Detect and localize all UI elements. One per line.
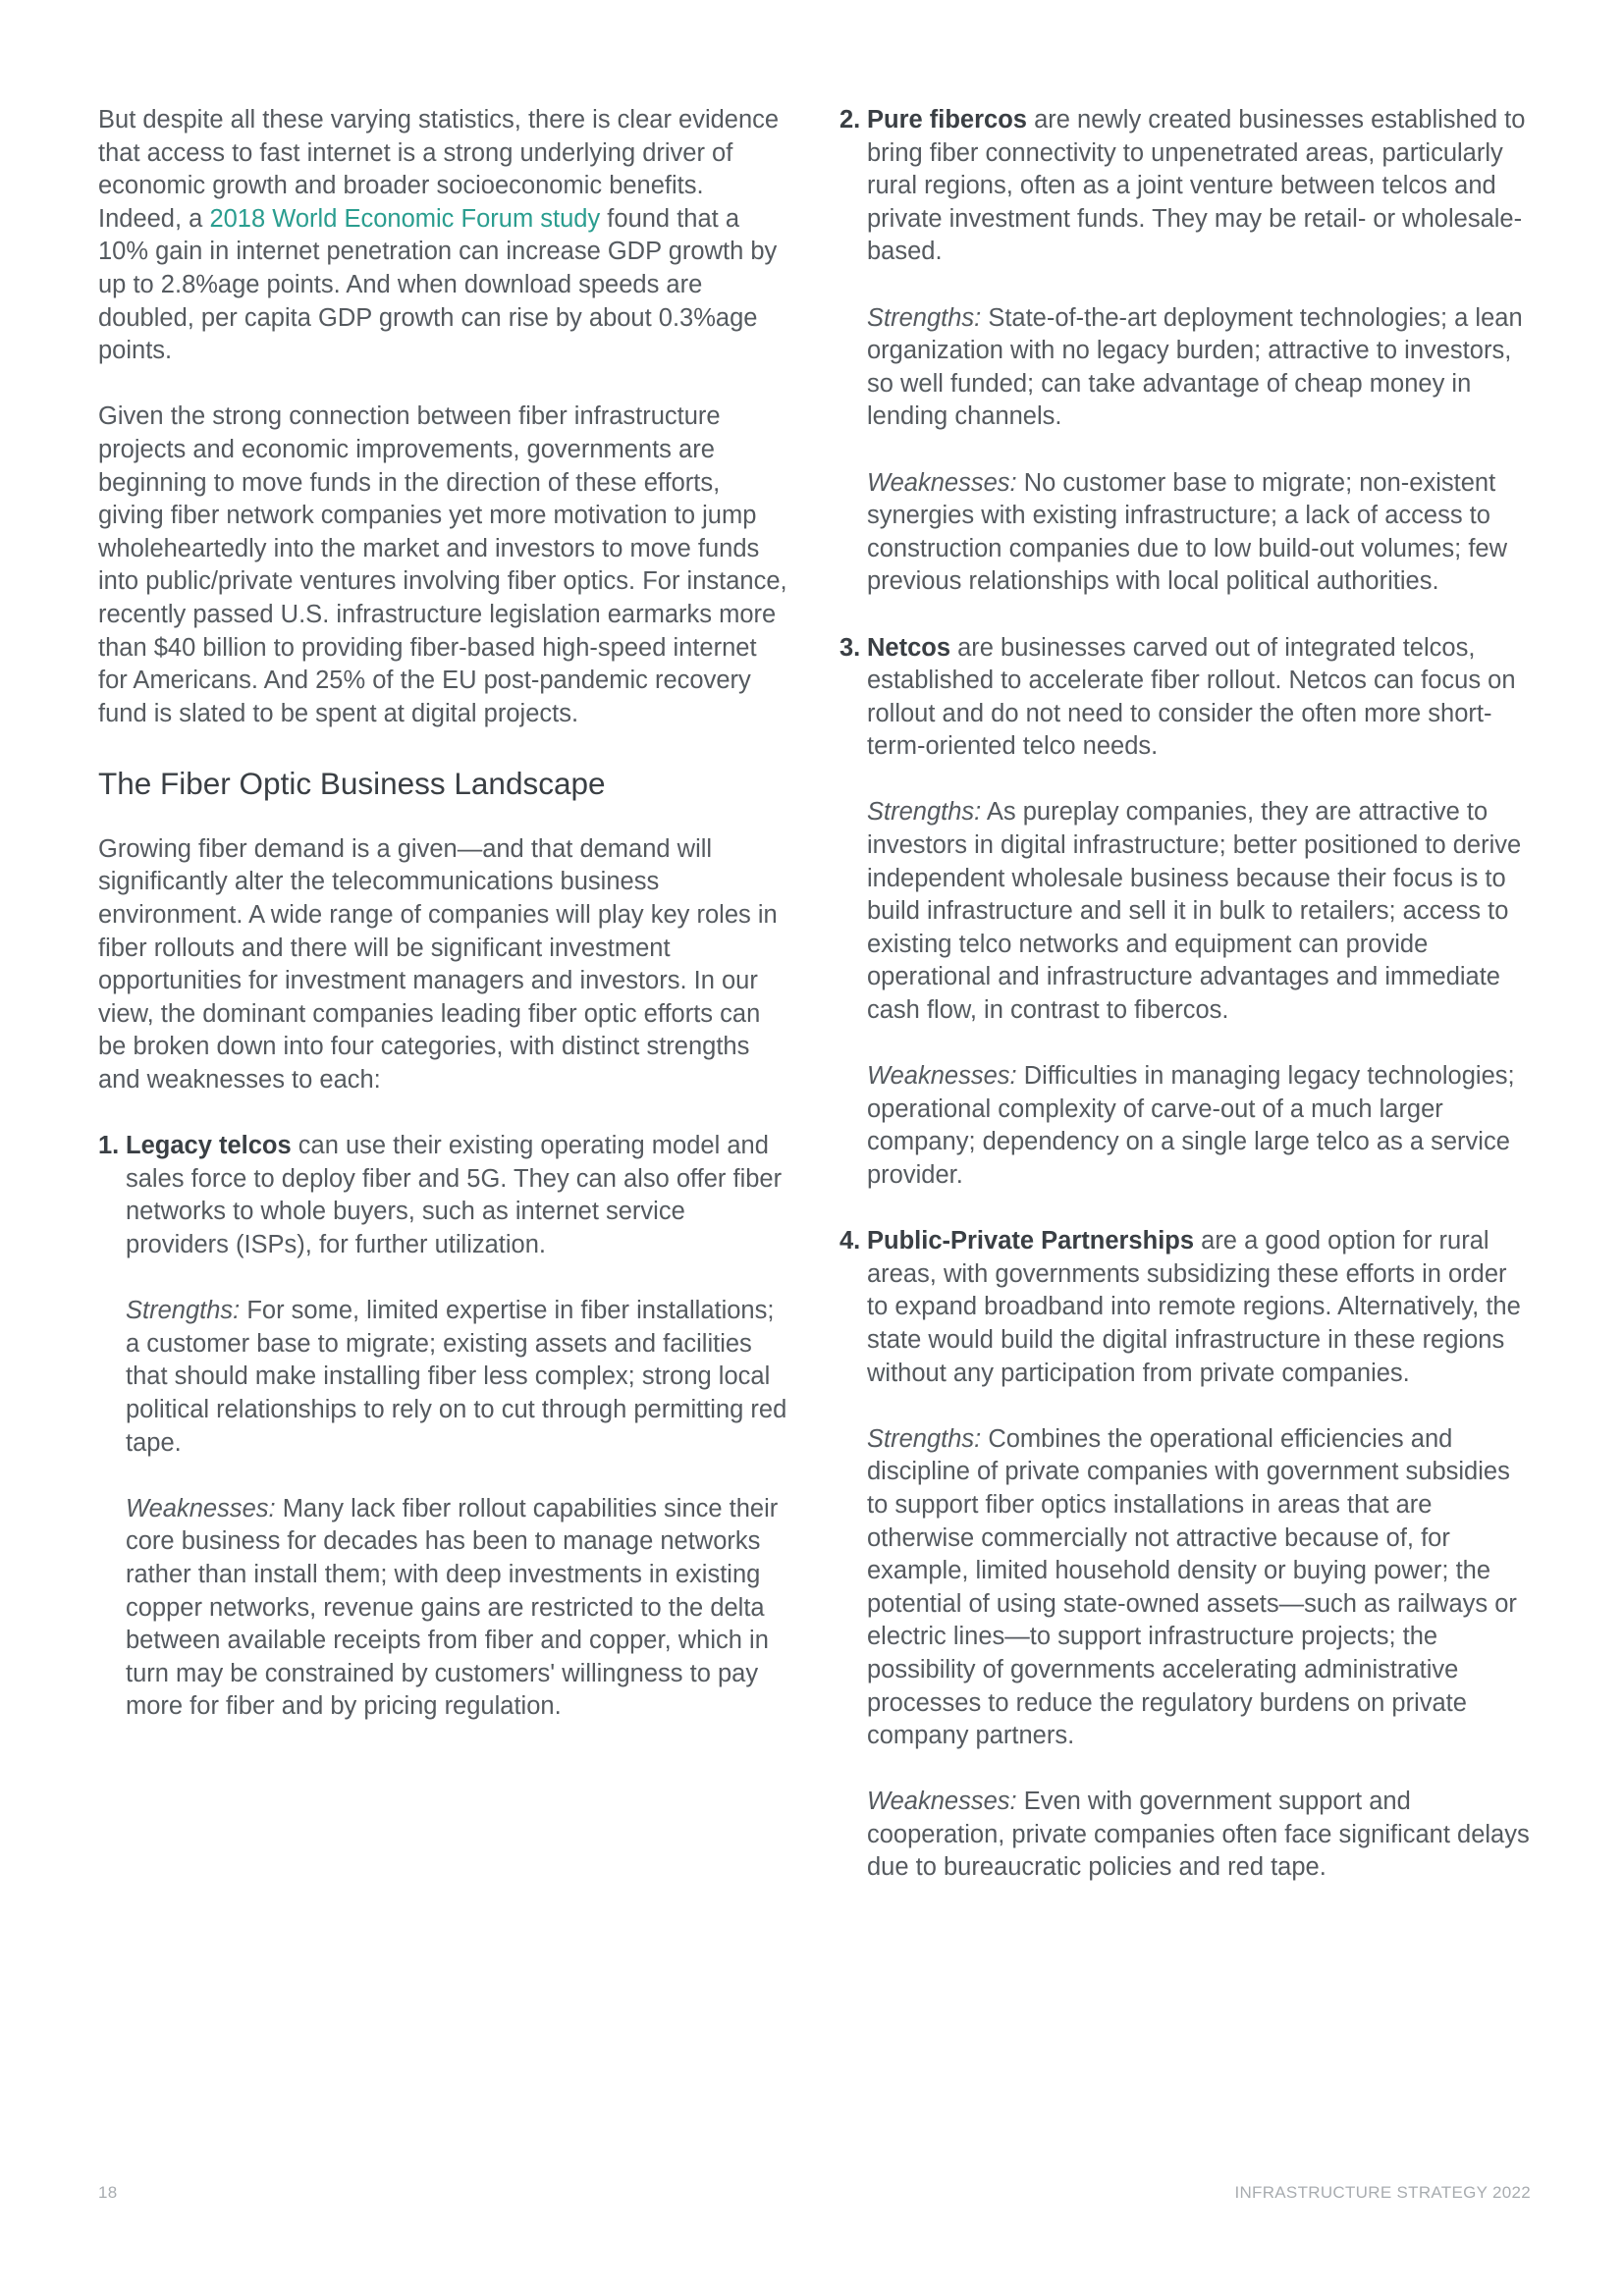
item-description: Pure fibercos are newly created businesses established to bring fiber connectivity to unpenetrated areas, particularly rural regions, often as a joint venture between telcos and private investment funds. They may be retail- or wholesale-based.: [867, 106, 1526, 266]
item-weaknesses: Weaknesses: Difficulties in managing legacy technologies; operational complexity of carve-out of a much larger company; dependency on a single large telco as a service provider.: [867, 1062, 1515, 1189]
intro-paragraph: But despite all these varying statistics, there is clear evidence that access to fast internet is a strong underlying driver of economic growth and broader socioeconomic benefits. Indeed, a 2018 World Economic Forum study found that a 10% gain in internet penetration can increase GDP growth by up to 2.8%age points. And when download speeds are doubled, per capita GDP growth can rise by about 0.3%age points.: [98, 106, 780, 365]
list-number: 3.: [839, 633, 861, 662]
section-heading: The Fiber Optic Business Landscape: [98, 765, 606, 801]
landscape-paragraph: Growing fiber demand is a given—and that demand will significantly alter the telecommunications business environment. A wide range of companies will play key roles in fiber rollouts and there will be significant investment opportunities for investment managers and investors. In our view, the dominant companies leading fiber optic efforts can be broken down into four categories, with distinct strengths and weaknesses to each:: [98, 834, 778, 1095]
item-weaknesses: Weaknesses: No customer base to migrate; non-existent synergies with existing infrastructure; a lack of access to construction companies due to low build-out volumes; few previous relationships with local political authorities.: [867, 468, 1508, 596]
list-number: 4.: [839, 1227, 861, 1255]
list-item-public-private-partnerships: [839, 1225, 1532, 1885]
wef-study-link[interactable]: 2018 World Economic Forum study: [209, 204, 601, 233]
page-number: 18: [98, 2183, 118, 2202]
item-weaknesses: Weaknesses: Many lack fiber rollout capabilities since their core business for decades has been to manage networks rather than install them; with deep investments in existing copper networks, revenue gains are restricted to the delta between available receipts from fiber and copper, which in turn may be constrained by customers' willingness to pay more for fiber and by pricing regulation.: [126, 1494, 779, 1721]
footer-title: INFRASTRUCTURE STRATEGY 2022: [1234, 2183, 1531, 2202]
item-strengths: Strengths: As pureplay companies, they are attractive to investors in digital infrastructure; better positioned to derive independent wholesale business because their focus is to build infrastructure and sell it in bulk to retailers; access to existing telco networks and equipment can provide operational and infrastructure advantages and immediate cash flow, in contrast to fibercos.: [867, 798, 1522, 1025]
left-column: [98, 104, 790, 1757]
list-number: 1.: [98, 1132, 120, 1160]
item-strengths: Strengths: For some, limited expertise in fiber installations; a customer base to migrate; existing assets and facilities that should make installing fiber less complex; strong local political relationships to rely on to cut through permitting red tape.: [126, 1297, 787, 1457]
list-item-legacy-telcos: [98, 1130, 790, 1724]
item-strengths: Strengths: State-of-the-art deployment technologies; a lean organization with no legacy burden; attractive to investors, so well funded; can take advantage of cheap money in lending channels.: [867, 303, 1523, 431]
list-item-pure-fibercos: [839, 104, 1532, 599]
item-description: Netcos are businesses carved out of integrated telcos, established to accelerate fiber rollout. Netcos can focus on rollout and do not need to consider the often more short-term-oriented telco needs.: [867, 633, 1516, 761]
list-item-netcos: [839, 632, 1532, 1193]
funding-paragraph: Given the strong connection between fiber infrastructure projects and economic improvements, governments are beginning to move funds in the direction of these efforts, giving fiber network companies yet more motivation to jump wholeheartedly into the market and investors to move funds into public/private ventures involving fiber optics. For instance, recently passed U.S. infrastructure legislation earmarks more than $40 billion to providing fiber-based high-speed internet for Americans. And 25% of the EU post-pandemic recovery fund is slated to be spent at digital projects.: [98, 402, 787, 727]
item-description: Legacy telcos can use their existing operating model and sales force to deploy fiber and 5G. They can also offer fiber networks to whole buyers, such as internet service providers (ISPs), for further utilization.: [126, 1132, 783, 1258]
list-number: 2.: [839, 106, 861, 133]
item-strengths: Strengths: Combines the operational efficiencies and discipline of private companies with government subsidies to support fiber optics installations in areas that are otherwise commercially not attractive because of, for example, limited household density or buying power; the potential of using state-owned assets—such as railways or electric lines—to support infrastructure projects; the possibility of governments accelerating administrative processes to reduce the regulatory burdens on private company partners.: [867, 1424, 1517, 1750]
right-column: [839, 104, 1532, 1918]
item-weaknesses: Weaknesses: Even with government support and cooperation, private companies often face significant delays due to bureaucratic policies and red tape.: [867, 1788, 1530, 1882]
item-description: Public-Private Partnerships are a good option for rural areas, with governments subsidizing these efforts in order to expand broadband into remote regions. Alternatively, the state would build the digital infrastructure in these regions without any participation from private companies.: [867, 1227, 1521, 1387]
